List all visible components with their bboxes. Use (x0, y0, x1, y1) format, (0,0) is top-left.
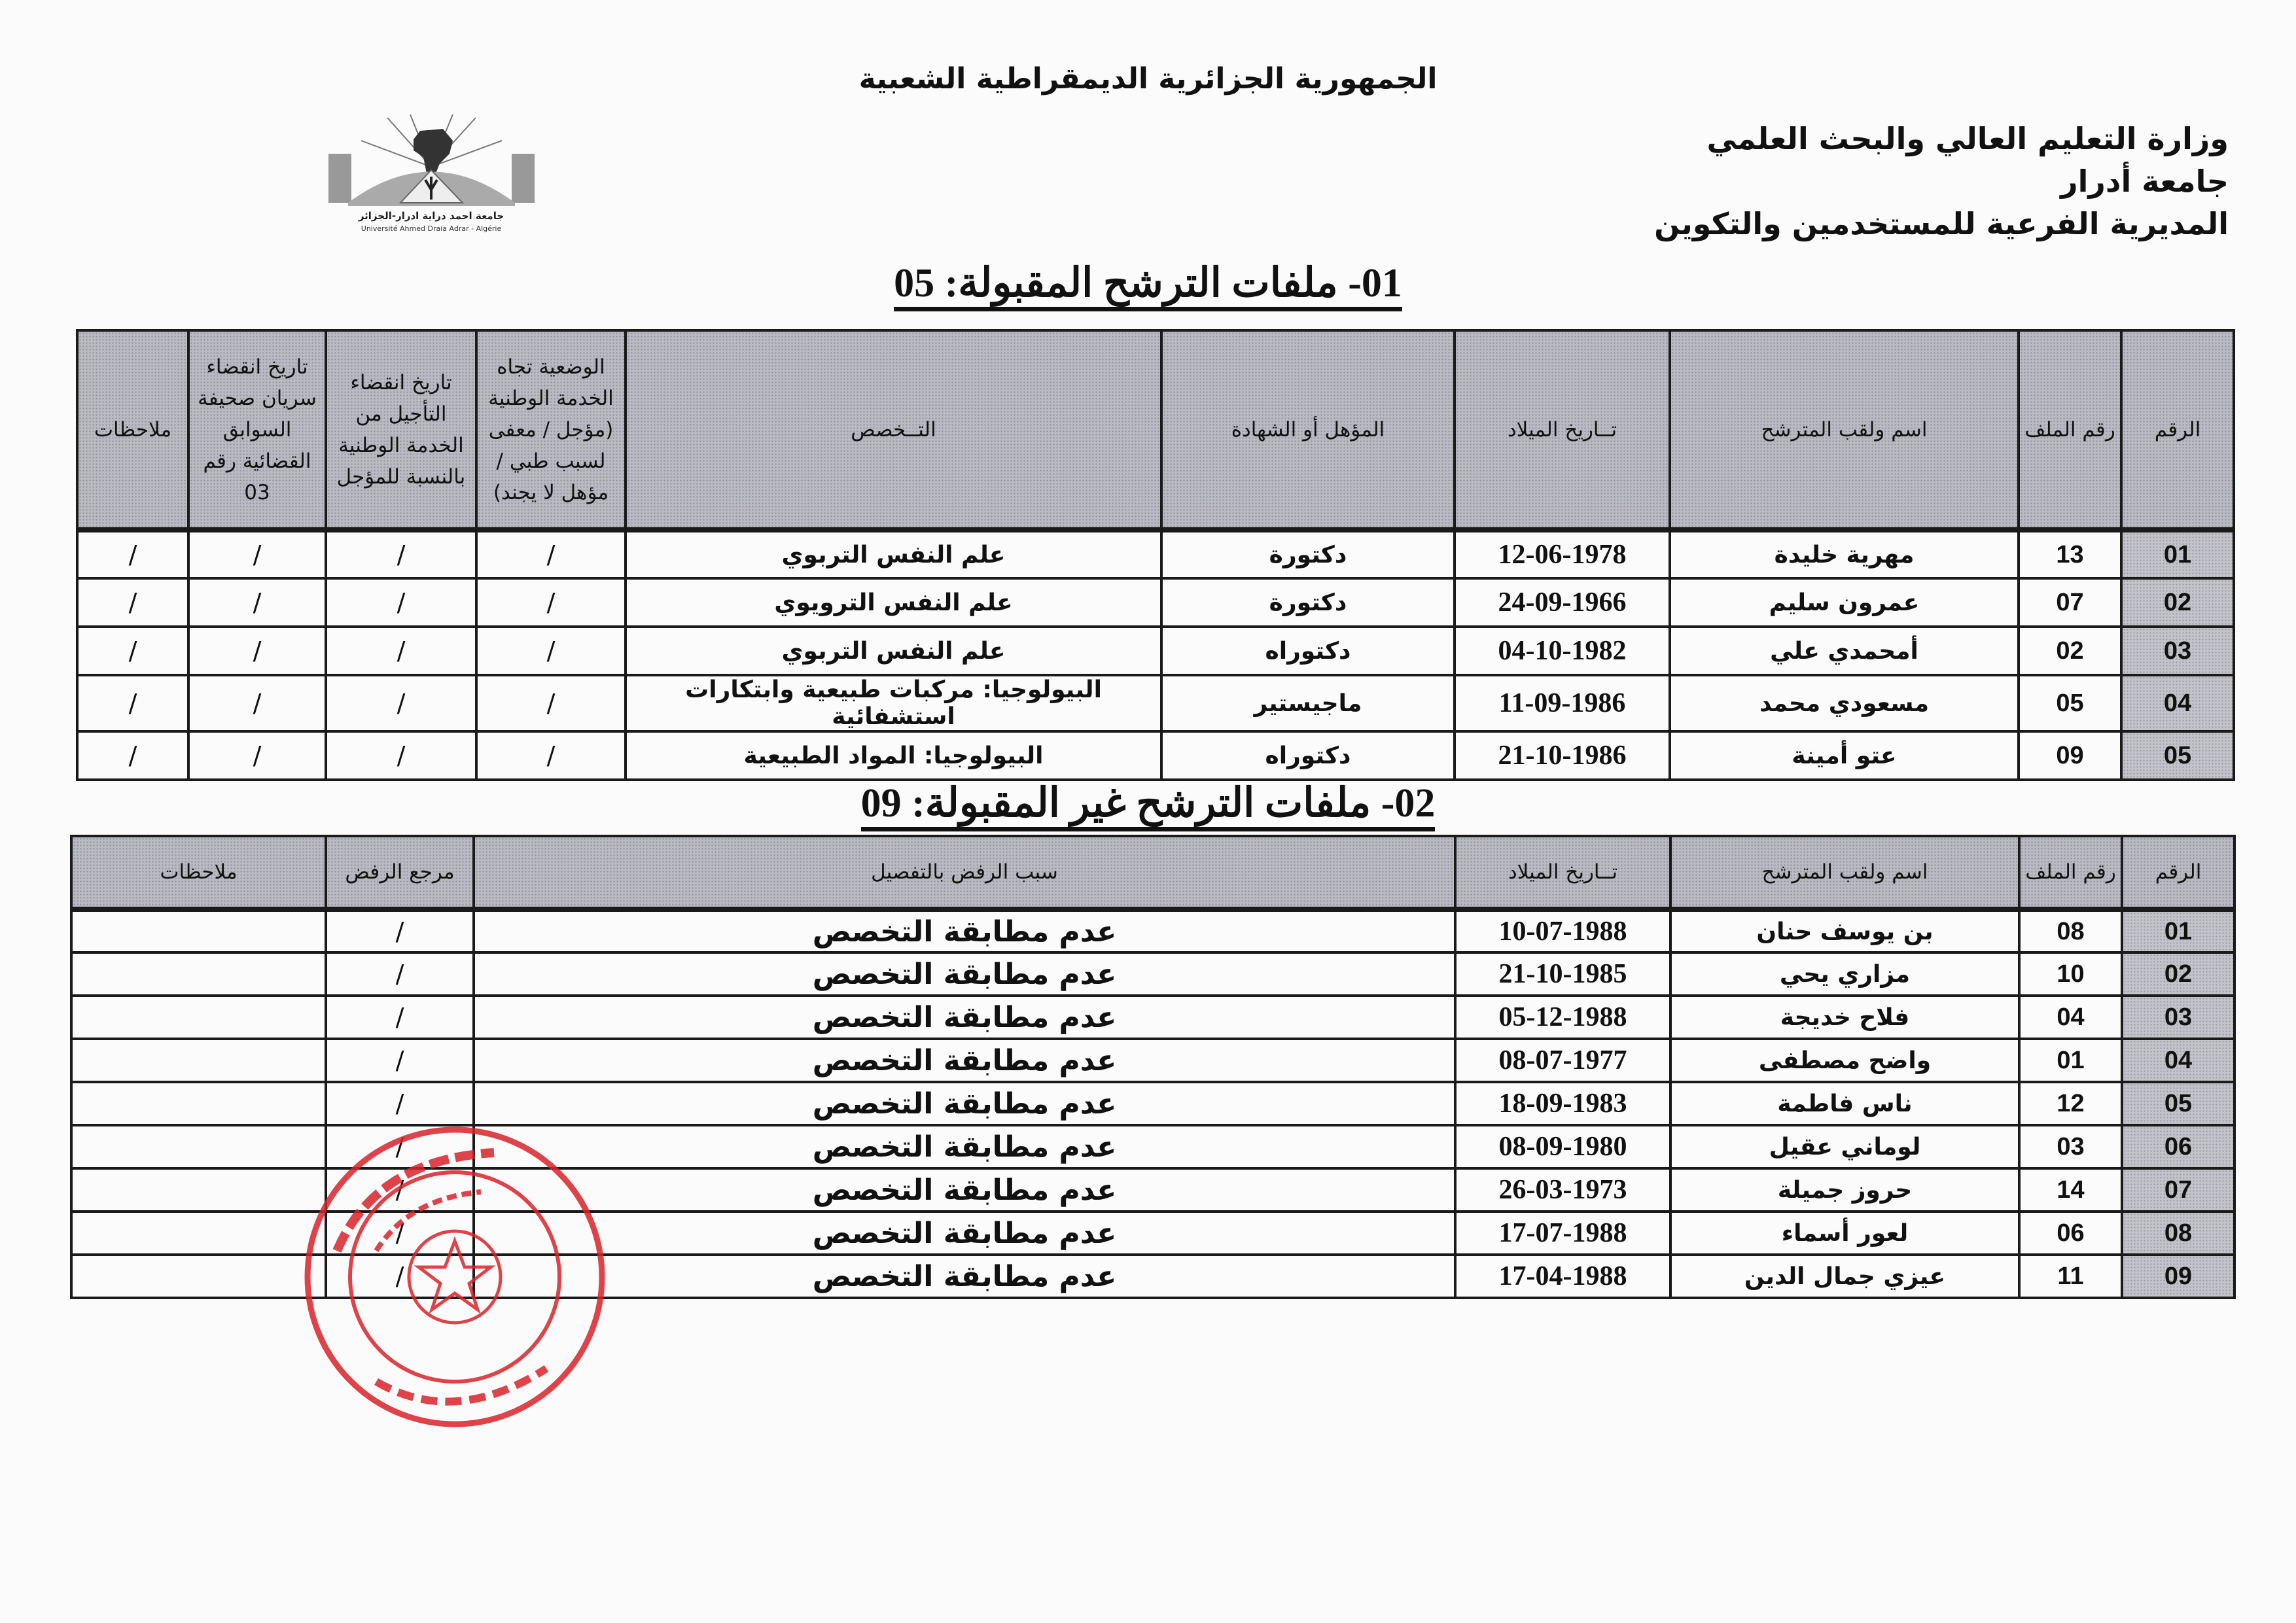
table-cell: / (77, 578, 188, 627)
table-cell: 21-10-1986 (1455, 731, 1670, 780)
table-cell: ماجيستير (1161, 675, 1455, 731)
table-cell: 05-12-1988 (1455, 996, 1670, 1039)
table-cell: 04 (2121, 675, 2234, 731)
table-cell: بن يوسف حنان (1670, 909, 2019, 952)
column-header: تــاريخ الميلاد (1455, 330, 1670, 530)
table-cell: 17-04-1988 (1455, 1255, 1670, 1298)
table-cell: 04 (2122, 1039, 2234, 1082)
table-cell: 10-07-1988 (1455, 909, 1670, 952)
table-row (71, 1168, 2234, 1212)
table-row (71, 909, 2234, 952)
table-cell: 12 (2019, 1082, 2122, 1125)
accepted-section-title (0, 258, 2296, 307)
table-row (77, 530, 2234, 578)
column-header: ملاحظات (77, 330, 188, 530)
table-cell: البيولوجيا: المواد الطبيعية (626, 731, 1161, 780)
table-cell: / (77, 675, 188, 731)
table-cell: 02 (2122, 952, 2234, 996)
column-header: تــاريخ الميلاد (1455, 836, 1670, 909)
table-row (71, 996, 2234, 1039)
table-cell: عتو أمينة (1670, 731, 2019, 780)
table-cell: / (326, 530, 476, 578)
table-cell: / (326, 1168, 474, 1212)
table-cell: / (77, 627, 188, 675)
table-cell: أمحمدي علي (1670, 627, 2019, 675)
table-cell: 17-07-1988 (1455, 1212, 1670, 1255)
table-cell: عدم مطابقة التخصص (474, 996, 1455, 1039)
column-header: مرجع الرفض (326, 836, 474, 909)
table-cell: علم النفس التربوي (626, 530, 1161, 578)
column-header: اسم ولقب المترشح (1670, 330, 2019, 530)
table-cell: / (326, 578, 476, 627)
table-cell: 08 (2122, 1212, 2234, 1255)
table-cell: 06 (2122, 1125, 2234, 1168)
table-cell: علم النفس الترويوي (626, 578, 1161, 627)
table-cell: 09 (2122, 1255, 2234, 1298)
table-cell: / (326, 996, 474, 1039)
table-cell: عدم مطابقة التخصص (474, 1039, 1455, 1082)
table-cell (71, 952, 326, 996)
table-cell: 13 (2019, 530, 2121, 578)
column-header: رقم الملف (2019, 836, 2122, 909)
republic-heading: الجمهورية الجزائرية الديمقراطية الشعبية (858, 62, 1438, 96)
table-cell: / (476, 530, 626, 578)
rejected-title-text: 02- ملفات الترشح غير المقبولة: 09 (861, 781, 1436, 831)
table-cell: 05 (2121, 731, 2234, 780)
table-cell: دكتورة (1161, 530, 1455, 578)
table-cell: / (326, 1212, 474, 1255)
column-header: ملاحظات (71, 836, 326, 909)
table-row (77, 731, 2234, 780)
column-header: الرقم (2122, 836, 2234, 909)
table-cell: دكتوراه (1161, 627, 1455, 675)
table-cell: 01 (2122, 909, 2234, 952)
table-cell: 03 (2121, 627, 2234, 675)
table-cell: لوماني عقيل (1670, 1125, 2019, 1168)
table-cell: عدم مطابقة التخصص (474, 1168, 1455, 1212)
table-cell: 06 (2019, 1212, 2122, 1255)
column-header: الوضعية تجاه الخدمة الوطنية (مؤجل / معفى لسبب طبي / مؤهل لا يجند) (476, 330, 626, 530)
table-cell: مهرية خليدة (1670, 530, 2019, 578)
table-cell: 07 (2122, 1168, 2234, 1212)
table-cell: / (476, 627, 626, 675)
accepted-candidates-table (76, 329, 2235, 781)
ministry-name: وزارة التعليم العالي والبحث العلمي (1706, 121, 2229, 156)
table-cell: / (326, 675, 476, 731)
table-row (77, 578, 2234, 627)
table-header-row (77, 330, 2234, 530)
table-cell (71, 1082, 326, 1125)
directorate-name: المديرية الفرعية للمستخدمين والتكوين (1654, 206, 2229, 241)
table-cell: / (326, 909, 474, 952)
table-cell: 04-10-1982 (1455, 627, 1670, 675)
table-row (71, 1125, 2234, 1168)
organization-block (1654, 118, 2229, 245)
table-row (71, 1212, 2234, 1255)
table-cell: / (188, 731, 326, 780)
table-cell: 01 (2019, 1039, 2122, 1082)
table-cell: / (188, 627, 326, 675)
table-cell: عمرون سليم (1670, 578, 2019, 627)
table-cell: 04 (2019, 996, 2122, 1039)
table-cell: / (326, 627, 476, 675)
table-cell: حروز جميلة (1670, 1168, 2019, 1212)
table-cell: دكتورة (1161, 578, 1455, 627)
table-cell: / (188, 530, 326, 578)
table-cell: 03 (2122, 996, 2234, 1039)
table-cell: / (77, 530, 188, 578)
table-cell: 01 (2121, 530, 2234, 578)
table-row (71, 1082, 2234, 1125)
table-row (71, 1255, 2234, 1298)
table-cell: / (326, 952, 474, 996)
table-cell (71, 1212, 326, 1255)
table-cell: 12-06-1978 (1455, 530, 1670, 578)
table-cell: / (326, 1039, 474, 1082)
table-cell: مزاري يحي (1670, 952, 2019, 996)
table-cell: / (476, 578, 626, 627)
table-cell: البيولوجيا: مركبات طبيعية وابتكارات استشفائية (626, 675, 1161, 731)
table-cell: 05 (2019, 675, 2121, 731)
table-cell: / (188, 578, 326, 627)
table-cell: 11-09-1986 (1455, 675, 1670, 731)
table-cell: / (476, 731, 626, 780)
table-cell: عدم مطابقة التخصص (474, 1125, 1455, 1168)
university-logo (322, 114, 541, 236)
column-header: الرقم (2121, 330, 2234, 530)
table-cell: 11 (2019, 1255, 2122, 1298)
table-cell (71, 909, 326, 952)
table-cell: 02 (2019, 627, 2121, 675)
table-cell: 18-09-1983 (1455, 1082, 1670, 1125)
rejected-candidates-table (70, 835, 2236, 1299)
accepted-title-text: 01- ملفات الترشح المقبولة: 05 (894, 261, 1402, 311)
table-cell: علم النفس التربوي (626, 627, 1161, 675)
table-cell (71, 1168, 326, 1212)
table-cell: / (188, 675, 326, 731)
table-cell: عيزي جمال الدين (1670, 1255, 2019, 1298)
table-header-row (71, 836, 2234, 909)
table-cell: دكتوراه (1161, 731, 1455, 780)
table-row (77, 627, 2234, 675)
table-cell: مسعودي محمد (1670, 675, 2019, 731)
table-cell: 26-03-1973 (1455, 1168, 1670, 1212)
table-cell: / (326, 1125, 474, 1168)
table-cell: 02 (2121, 578, 2234, 627)
column-header: رقم الملف (2019, 330, 2121, 530)
table-cell (71, 1125, 326, 1168)
table-cell: / (326, 1082, 474, 1125)
table-cell: 05 (2122, 1082, 2234, 1125)
table-cell: لعور أسماء (1670, 1212, 2019, 1255)
university-name: جامعة أدرار (2060, 164, 2229, 199)
table-cell: / (476, 675, 626, 731)
table-cell (71, 1039, 326, 1082)
table-cell: ناس فاطمة (1670, 1082, 2019, 1125)
column-header: التــخصص (626, 330, 1161, 530)
table-cell: عدم مطابقة التخصص (474, 1082, 1455, 1125)
table-cell: 21-10-1985 (1455, 952, 1670, 996)
table-cell: عدم مطابقة التخصص (474, 909, 1455, 952)
table-cell: فلاح خديجة (1670, 996, 2019, 1039)
column-header: تاريخ انقضاء التأجيل من الخدمة الوطنية بالنسبة للمؤجل (326, 330, 476, 530)
table-cell: عدم مطابقة التخصص (474, 1255, 1455, 1298)
table-cell: 08 (2019, 909, 2122, 952)
column-header: سبب الرفض بالتفصيل (474, 836, 1455, 909)
table-row (77, 675, 2234, 731)
table-cell (71, 1255, 326, 1298)
table-cell: عدم مطابقة التخصص (474, 1212, 1455, 1255)
table-cell: / (326, 1255, 474, 1298)
table-cell: / (326, 731, 476, 780)
table-cell: عدم مطابقة التخصص (474, 952, 1455, 996)
logo-text-ar: جامعة احمد دراية ادرار-الجزائر (358, 210, 504, 222)
table-cell: 14 (2019, 1168, 2122, 1212)
table-cell: واضح مصطفى (1670, 1039, 2019, 1082)
table-row (71, 1039, 2234, 1082)
column-header: تاريخ انقضاء سريان صحيفة السوابق القضائية رقم 03 (188, 330, 326, 530)
table-cell: 08-09-1980 (1455, 1125, 1670, 1168)
table-row (71, 952, 2234, 996)
table-cell: 24-09-1966 (1455, 578, 1670, 627)
table-cell: 10 (2019, 952, 2122, 996)
table-cell: 03 (2019, 1125, 2122, 1168)
table-cell (71, 996, 326, 1039)
rejected-section-title (0, 778, 2296, 827)
logo-text-fr: Université Ahmed Draia Adrar - Algérie (361, 224, 502, 233)
table-cell: 09 (2019, 731, 2121, 780)
table-cell: 07 (2019, 578, 2121, 627)
column-header: اسم ولقب المترشح (1670, 836, 2019, 909)
column-header: المؤهل أو الشهادة (1161, 330, 1455, 530)
table-cell: 08-07-1977 (1455, 1039, 1670, 1082)
table-cell: / (77, 731, 188, 780)
